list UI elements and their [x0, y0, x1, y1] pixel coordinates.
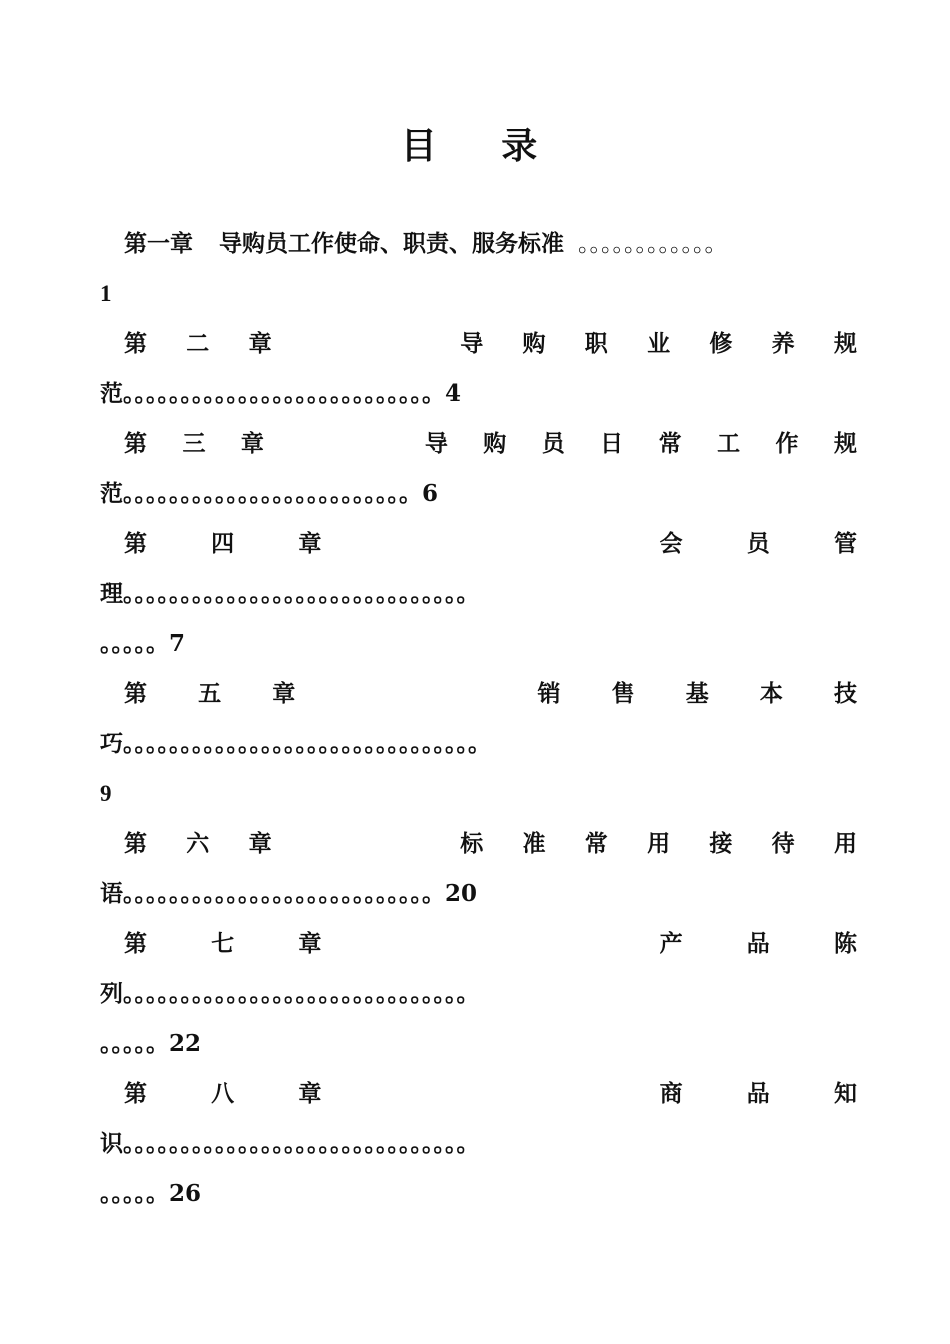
toc-continuation-text: 列。。。。。。。。。。。。。。。。。。。。。。。。。。。。。。 — [100, 980, 480, 1007]
toc-continuation-text: 。。。。。7 — [100, 630, 186, 657]
toc-char: 会 — [659, 530, 683, 557]
toc-continuation-text: 范。。。。。。。。。。。。。。。。。。。。。。。。。6 — [100, 480, 439, 507]
toc-continuation-text: 范。。。。。。。。。。。。。。。。。。。。。。。。。。。4 — [100, 380, 462, 407]
toc-char: 技 — [834, 680, 857, 707]
toc-entry-7-continuation-2 — [100, 1019, 875, 1069]
toc-char: 四 — [211, 530, 235, 557]
toc-char: 章 — [272, 680, 296, 707]
toc-char: 用 — [647, 830, 671, 857]
toc-char: 接 — [709, 830, 733, 857]
toc-entry-6-continuation — [100, 869, 875, 919]
toc-char: 陈 — [833, 930, 857, 957]
toc-char: 业 — [647, 330, 671, 357]
toc-entry-8-continuation-2 — [100, 1169, 875, 1219]
toc-char: 导 — [424, 430, 448, 457]
toc-entry-title: 导购员工作使命、职责、服务标准 — [219, 230, 564, 257]
toc-char: 用 — [833, 830, 857, 857]
toc-char: 第 — [124, 430, 147, 457]
toc-char: 员 — [541, 430, 565, 457]
toc-char: 第 — [124, 530, 147, 557]
page-title: 目 录 — [400, 125, 564, 167]
table-of-contents — [100, 219, 875, 1219]
toc-char: 章 — [248, 330, 272, 357]
toc-entry-2-continuation — [100, 369, 875, 419]
toc-char: 管 — [833, 530, 857, 557]
toc-char: 八 — [211, 1080, 235, 1107]
toc-char: 售 — [611, 680, 635, 707]
toc-char: 销 — [537, 680, 561, 707]
toc-char: 标 — [460, 830, 484, 857]
toc-entry-4-continuation-2 — [100, 619, 875, 669]
toc-page-number: 9 — [100, 781, 112, 806]
toc-char: 基 — [685, 680, 709, 707]
toc-entry-7-continuation — [100, 969, 875, 1019]
toc-char: 待 — [771, 830, 795, 857]
toc-entry-4-continuation — [100, 569, 875, 619]
toc-char: 章 — [240, 430, 264, 457]
toc-char: 章 — [248, 830, 272, 857]
toc-char: 养 — [771, 330, 795, 357]
toc-continuation-text: 理。。。。。。。。。。。。。。。。。。。。。。。。。。。。。。 — [100, 580, 480, 607]
toc-char: 作 — [775, 430, 799, 457]
toc-char: 第 — [124, 330, 147, 357]
toc-char: 员 — [746, 530, 770, 557]
toc-page-number: 1 — [100, 281, 112, 306]
toc-continuation-text: 。。。。。22 — [100, 1030, 202, 1057]
toc-entry-3[interactable] — [100, 419, 875, 469]
toc-char: 准 — [522, 830, 546, 857]
toc-char: 本 — [759, 680, 783, 707]
toc-char: 规 — [833, 430, 857, 457]
toc-entry-5-continuation-2 — [100, 769, 875, 819]
toc-entry-dots: 。。。。。。。。。。。。 — [578, 231, 728, 257]
toc-entry-8-continuation — [100, 1119, 875, 1169]
toc-char: 常 — [658, 430, 682, 457]
toc-char: 修 — [709, 330, 733, 357]
toc-entry-5[interactable] — [100, 669, 875, 719]
toc-char: 二 — [186, 330, 210, 357]
toc-char: 产 — [659, 930, 683, 957]
toc-continuation-text: 巧。。。。。。。。。。。。。。。。。。。。。。。。。。。。。。。 — [100, 730, 491, 757]
toc-char: 章 — [298, 1080, 322, 1107]
toc-char: 六 — [186, 830, 210, 857]
toc-char: 第 — [124, 1080, 147, 1107]
toc-char: 品 — [746, 930, 770, 957]
toc-entry-3-continuation — [100, 469, 875, 519]
toc-char: 知 — [833, 1080, 857, 1107]
toc-char: 三 — [182, 430, 206, 457]
toc-char: 第 — [124, 830, 147, 857]
toc-entry-4[interactable] — [100, 519, 875, 569]
toc-continuation-text: 。。。。。26 — [100, 1180, 202, 1207]
toc-char: 七 — [211, 930, 235, 957]
toc-char: 日 — [600, 430, 624, 457]
toc-char: 常 — [584, 830, 608, 857]
toc-entry-1-continuation — [100, 269, 875, 319]
toc-char: 第 — [124, 930, 147, 957]
toc-char: 购 — [522, 330, 546, 357]
toc-char: 五 — [198, 680, 222, 707]
toc-char: 第 — [124, 680, 147, 707]
toc-entry-2[interactable] — [100, 319, 875, 369]
toc-char: 品 — [746, 1080, 770, 1107]
toc-entry-1[interactable] — [100, 219, 875, 269]
toc-char: 规 — [833, 330, 857, 357]
toc-continuation-text: 识。。。。。。。。。。。。。。。。。。。。。。。。。。。。。。 — [100, 1130, 480, 1157]
toc-char: 商 — [659, 1080, 683, 1107]
toc-char: 职 — [584, 330, 608, 357]
toc-char: 购 — [483, 430, 507, 457]
toc-entry-5-continuation — [100, 719, 875, 769]
toc-entry-7[interactable] — [100, 919, 875, 969]
toc-continuation-text: 语。。。。。。。。。。。。。。。。。。。。。。。。。。。20 — [100, 880, 478, 907]
toc-entry-6[interactable] — [100, 819, 875, 869]
toc-char: 章 — [298, 930, 322, 957]
toc-entry-chapter: 第一章 — [124, 230, 193, 257]
toc-char: 导 — [460, 330, 484, 357]
toc-char: 工 — [717, 430, 741, 457]
toc-char: 章 — [298, 530, 322, 557]
toc-entry-8[interactable] — [100, 1069, 875, 1119]
